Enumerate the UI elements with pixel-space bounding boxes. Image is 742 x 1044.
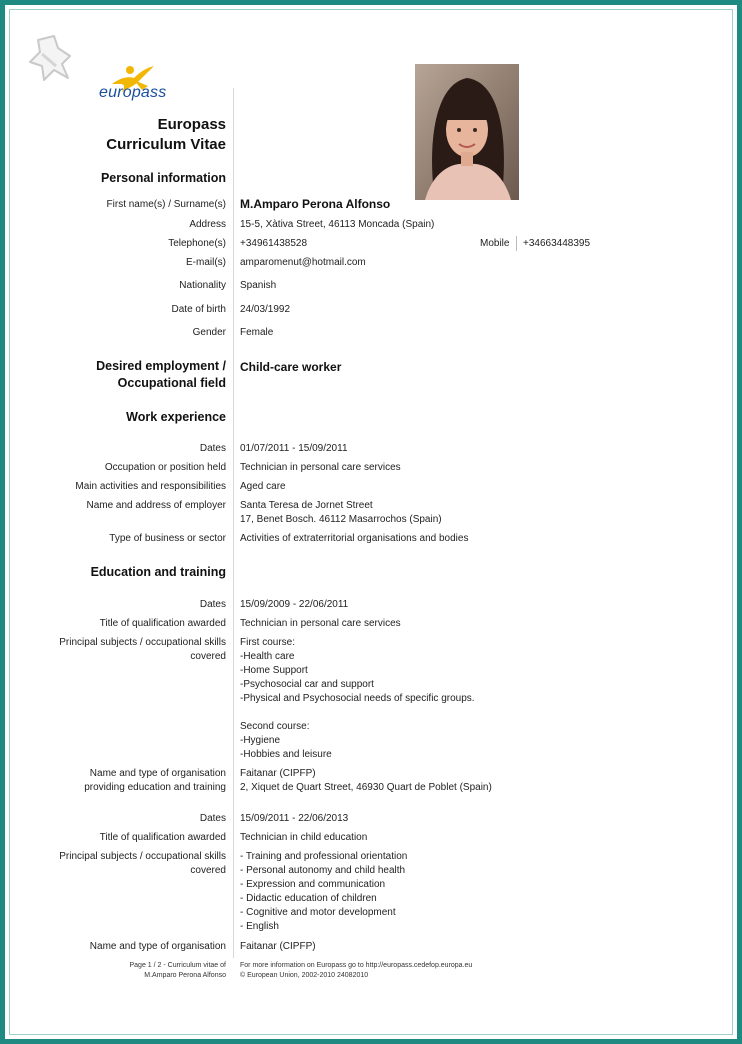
desired-line2: Occupational field — [117, 376, 226, 390]
edu2-subjects-label-line1: Principal subjects / occupational skills — [59, 851, 226, 862]
edu2-title-label: Title of qualification awarded — [99, 832, 226, 843]
edu1-org-label-line1: Name and type of organisation — [89, 768, 226, 779]
edu1-subject: Second course: — [240, 721, 310, 732]
edu2-title-value: Technician in child education — [240, 832, 368, 843]
edu1-dates-label: Dates — [199, 599, 226, 610]
edu2-subjects-label — [59, 850, 226, 878]
edu1-subject-spacer — [240, 706, 475, 720]
email-label: E-mail(s) — [186, 257, 226, 268]
name-label: First name(s) / Surname(s) — [106, 199, 226, 210]
edu2-subject: - Training and professional orientation — [240, 851, 408, 862]
profile-photo — [415, 64, 519, 200]
edu1-org-label — [84, 767, 226, 795]
gender-value: Female — [240, 327, 274, 338]
cv-title-line1: Europass — [157, 116, 226, 133]
edu2-org-label: Name and type of organisation — [89, 941, 226, 952]
employer-line1: Santa Teresa de Jornet Street — [240, 500, 373, 511]
edu2-subject: - Expression and communication — [240, 879, 386, 890]
edu1-subject: -Physical and Psychosocial needs of specific groups. — [240, 693, 475, 704]
edu2-subjects-label-line2: covered — [190, 865, 226, 876]
edu1-subject: -Hobbies and leisure — [240, 749, 332, 760]
employer-label: Name and address of employer — [86, 500, 226, 511]
activities-value: Aged care — [240, 481, 286, 492]
edu2-subjects-list — [240, 850, 407, 934]
occupation-label: Occupation or position held — [104, 462, 226, 473]
edu2-subject: - Didactic education of children — [240, 893, 377, 904]
section-work-experience: Work experience — [126, 410, 226, 424]
address-label: Address — [189, 219, 226, 230]
telephone-value: +34961438528 — [240, 238, 308, 249]
edu1-subjects-list — [240, 636, 475, 762]
employer-line2: 17, Benet Bosch. 46112 Masarrochos (Spain) — [240, 514, 442, 525]
edu1-title-label: Title of qualification awarded — [99, 618, 226, 629]
mobile-label: Mobile — [480, 238, 510, 249]
telephone-label: Telephone(s) — [168, 238, 226, 249]
cv-title-line2: Curriculum Vitae — [106, 136, 226, 153]
edu2-org-value: Faitanar (CIPFP) — [240, 941, 316, 952]
edu2-subject: - Personal autonomy and child health — [240, 865, 406, 876]
edu1-subject: First course: — [240, 637, 296, 648]
europass-logo-text: europass — [99, 84, 167, 101]
footer-left-line2: M.Amparo Perona Alfonso — [144, 972, 226, 979]
edu1-subjects-label — [59, 636, 226, 664]
section-personal-information: Personal information — [100, 171, 226, 185]
edu1-org-line2: 2, Xiquet de Quart Street, 46930 Quart de Poblet (Spain) — [240, 782, 492, 793]
nationality-label: Nationality — [179, 280, 226, 291]
employer-value — [240, 499, 442, 527]
gender-label: Gender — [192, 327, 226, 338]
footer-right-line1: For more information on Europass go to http://europass.cedefop.europa.eu — [240, 962, 473, 969]
full-name: M.Amparo Perona Alfonso — [240, 197, 391, 211]
occupation-value: Technician in personal care services — [240, 462, 401, 473]
edu2-dates-label: Dates — [199, 813, 226, 824]
mobile-separator — [516, 236, 517, 251]
business-label: Type of business or sector — [109, 533, 226, 544]
edu1-subject: -Home Support — [240, 665, 308, 676]
footer-europass-info — [240, 961, 472, 981]
desired-employment-value: Child-care worker — [240, 360, 342, 374]
footer-right-line2: © European Union, 2002-2010 24082010 — [240, 972, 369, 979]
edu1-org-line1: Faitanar (CIPFP) — [240, 768, 316, 779]
edu1-subjects-label-line1: Principal subjects / occupational skills — [59, 637, 226, 648]
section-desired-employment — [96, 358, 226, 392]
edu2-subject: - English — [240, 921, 279, 932]
nationality-value: Spanish — [240, 280, 277, 291]
edu2-subject: - Cognitive and motor development — [240, 907, 396, 918]
edu1-org-value — [240, 767, 492, 795]
section-education-training: Education and training — [90, 565, 226, 579]
email-value: amparomenut@hotmail.com — [240, 257, 366, 268]
edu1-dates-value: 15/09/2009 - 22/06/2011 — [240, 599, 349, 610]
edu2-dates-value: 15/09/2011 - 22/06/2013 — [240, 813, 349, 824]
desired-line1: Desired employment / — [96, 359, 226, 373]
pin-icon — [24, 34, 76, 84]
edu1-subject: -Psychosocial car and support — [240, 679, 374, 690]
edu1-title-value: Technician in personal care services — [240, 618, 401, 629]
edu1-org-label-line2: providing education and training — [84, 782, 226, 793]
edu1-subjects-label-line2: covered — [190, 651, 226, 662]
footer-page-info — [130, 961, 227, 981]
edu1-subject: -Health care — [240, 651, 295, 662]
mobile-value: +34663448395 — [523, 238, 591, 249]
footer-left-line1: Page 1 / 2 - Curriculum vitae of — [129, 962, 226, 969]
business-value: Activities of extraterritorial organisations and bodies — [240, 533, 469, 544]
dob-value: 24/03/1992 — [240, 304, 291, 315]
dob-label: Date of birth — [171, 304, 226, 315]
work-dates-label: Dates — [199, 443, 226, 454]
address-value: 15-5, Xàtiva Street, 46113 Moncada (Spain) — [240, 219, 435, 230]
activities-label: Main activities and responsibilities — [75, 481, 226, 492]
edu1-subject: -Hygiene — [240, 735, 281, 746]
column-divider — [233, 88, 234, 958]
cv-title — [106, 115, 226, 155]
work-dates-value: 01/07/2011 - 15/09/2011 — [240, 443, 348, 454]
